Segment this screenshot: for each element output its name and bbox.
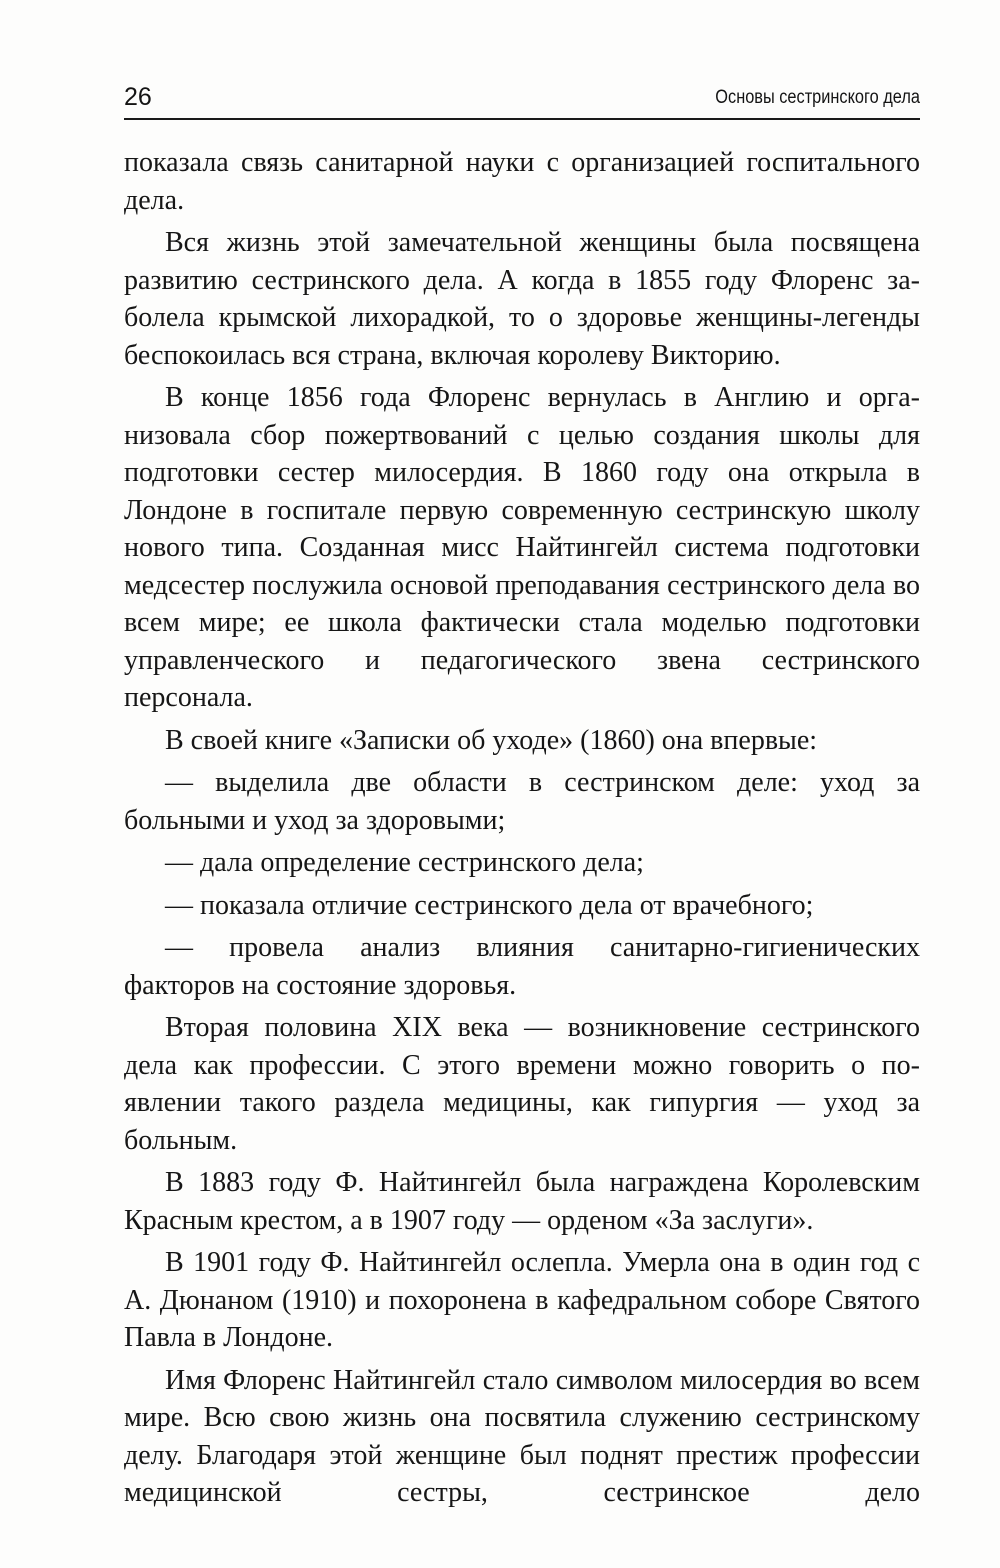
paragraph: Имя Флоренс Найтингейл стало символом милосердия во всем мире. Всю свою жизнь она посвятила служению сестринскому делу. Благодаря этой женщине был поднят престиж профессии медицинской сестры, сестринское дело — [124, 1364, 920, 1508]
paragraph: В 1883 году Ф. Найтингейл была награждена Королевским Красным крестом, а в 1907 году — орденом «За заслуги». — [124, 1167, 920, 1236]
paragraph: Вся жизнь этой замечательной женщины была посвящена развитию сестринского дела. А когда в 1855 году Флоренс заболела крымской лихорадкой, то о здоровье женщины-легенды беспокоилась вся страна, включая королеву Викторию. — [124, 227, 920, 371]
list-item: — провела анализ влияния санитарно-гигиенических факторов на состояние здоровья. — [124, 932, 920, 1001]
list-item: — показала отличие сестринского дела от врачебного; — [165, 889, 814, 921]
list-item: — выделила две области в сестринском деле: уход за больными и уход за здоровыми; — [124, 767, 920, 836]
paragraph: В конце 1856 года Флоренс вернулась в Англию и организовала сбор пожертвований с целью создания школы для подготовки сестер милосердия. В 1860 году она открыла в Лондоне в госпитале первую современную сестринскую школу нового типа. Созданная мисс Найтингейл система подготовки медсестер послужила основой преподавания сестринского дела во всем мире; ее школа фактически стала моделью подготовки управленческого и педагогического звена сестринского персонала. — [124, 382, 920, 713]
paragraph: В 1901 году Ф. Найтингейл ослепла. Умерла она в один год с А. Дюнаном (1910) и похоронена в кафедральном соборе Святого Павла в Лондоне. — [124, 1247, 920, 1353]
list-item: — дала определение сестринского дела; — [165, 847, 644, 878]
page-header — [124, 82, 920, 120]
paragraph: показала связь санитарной науки с организацией госпитального дела. — [124, 147, 920, 216]
page-number: 26 — [124, 83, 152, 111]
body-text — [124, 144, 920, 1517]
running-title: Основы сестринского дела — [715, 87, 920, 108]
paragraph: В своей книге «Записки об уходе» (1860) она впервые: — [165, 724, 818, 756]
paragraph: Вторая половина XIX века — возникновение сестринского дела как профессии. С этого времени можно говорить о появлении такого раздела медицины, как гипургия — уход за больным. — [124, 1012, 920, 1156]
